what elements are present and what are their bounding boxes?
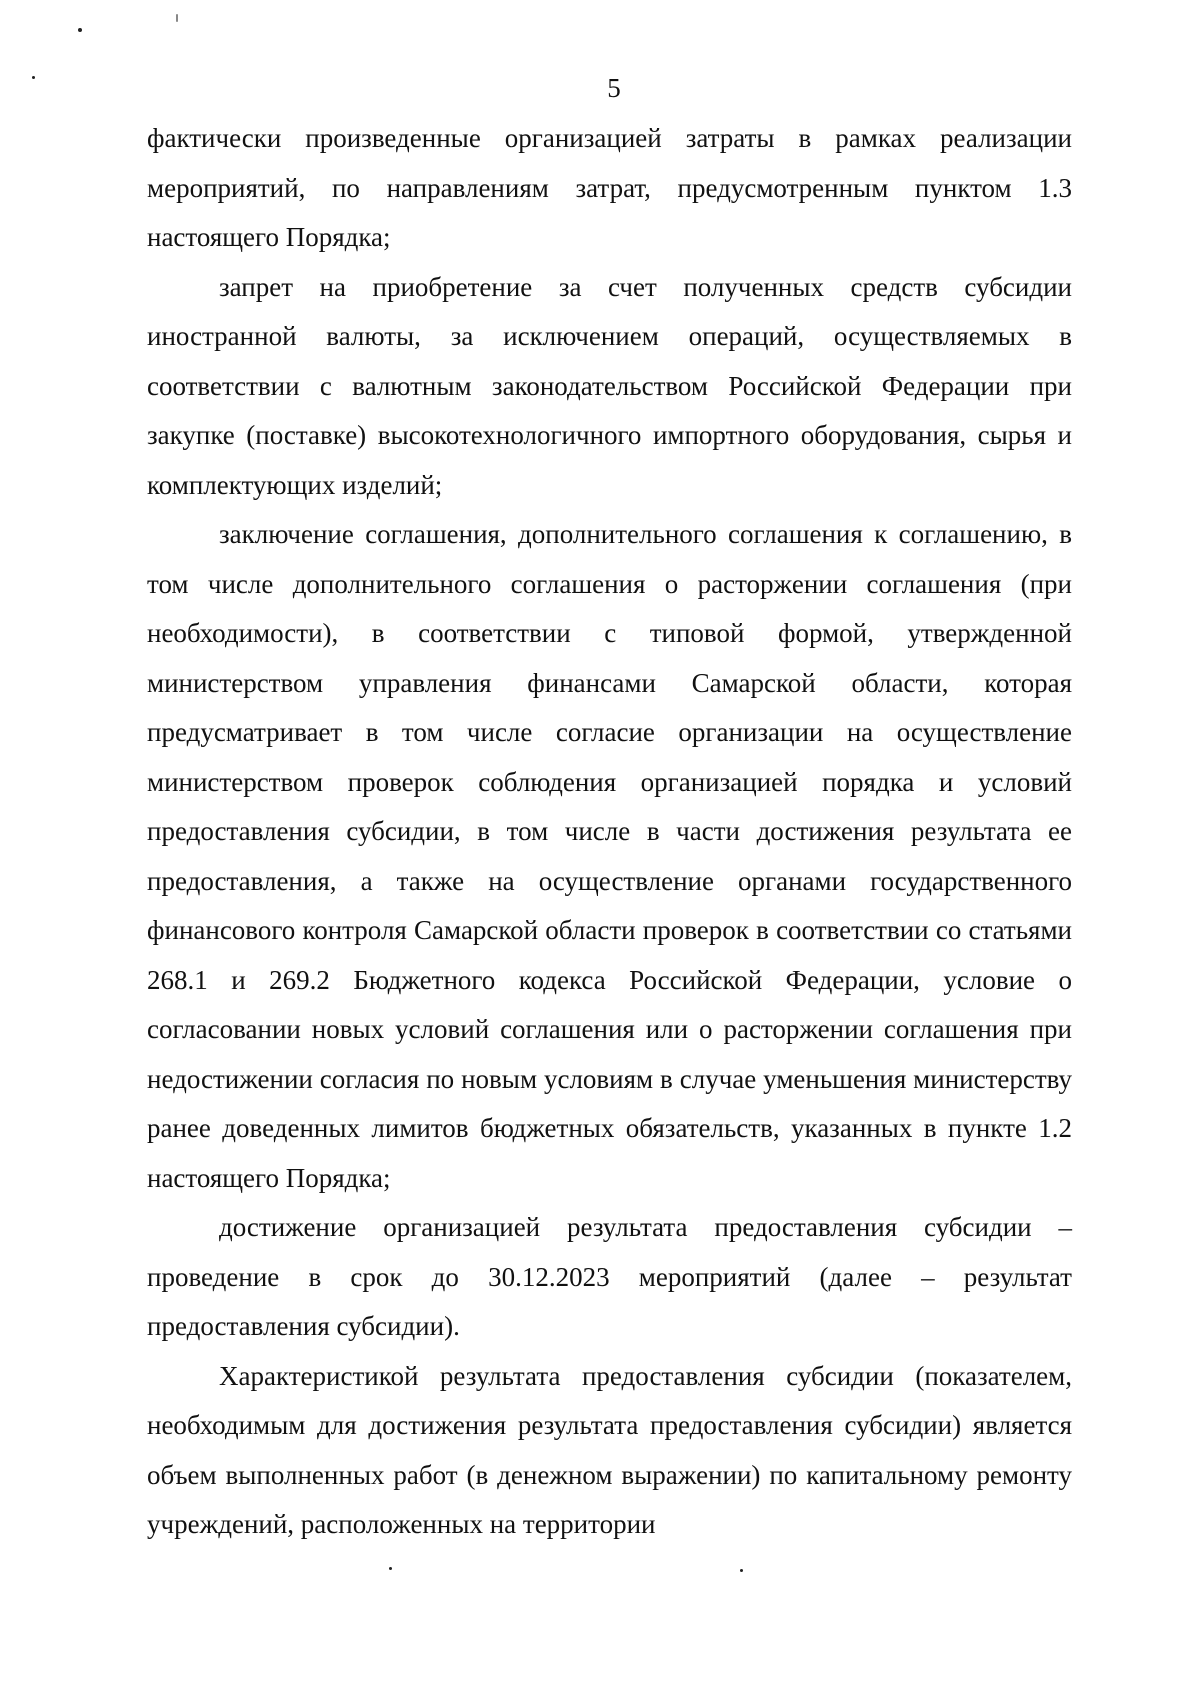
scan-speck	[740, 1569, 743, 1572]
paragraph: фактически произведенные организацией затраты в рамках реализации мероприятий, по направлениям затрат, предусмотренным пунктом 1.3 настоящего Порядка;	[147, 123, 1072, 252]
paragraph: Характеристикой результата предоставления субсидии (показателем, необходимым для достижения результата предоставления субсидии) является объем выполненных работ (в денежном выражении) по капитальному ремонту учреждений, расположенных на территории	[147, 1360, 1072, 1539]
page-number: 5	[607, 73, 621, 103]
scan-speck	[176, 14, 178, 22]
paragraph: заключение соглашения, дополнительного соглашения к соглашению, в том числе дополнительного соглашения о расторжении соглашения (при необходимости), в соответствии с типовой формой, утвержденной министерством управления финансами Самарской области, которая предусматривает в том числе согласие организации на осуществление министерством проверок соблюдения организацией порядка и условий предоставления субсидии, в том числе в части достижения результата ее предоставления, а также на осуществление органами государственного финансового контроля Самарской области проверок в соответствии со статьями 268.1 и 269.2 Бюджетного кодекса Российской Федерации, условие о согласовании новых условий соглашения или о расторжении соглашения при недостижении согласия по новым условиям в случае уменьшения министерству ранее доведенных лимитов бюджетных обязательств, указанных в пункте 1.2 настоящего Порядка;	[147, 519, 1072, 1193]
paragraph: запрет на приобретение за счет полученных средств субсидии иностранной валюты, за исключением операций, осуществляемых в соответствии с валютным законодательством Российской Федерации при закупке (поставке) высокотехнологичного импортного оборудования, сырья и комплектующих изделий;	[147, 271, 1072, 500]
document-body	[147, 114, 1072, 1550]
paragraph: достижение организацией результата предоставления субсидии – проведение в срок до 30.12.2023 мероприятий (далее – результат предоставления субсидии).	[147, 1212, 1072, 1341]
scan-speck	[389, 1567, 392, 1570]
scan-speck	[78, 28, 82, 32]
